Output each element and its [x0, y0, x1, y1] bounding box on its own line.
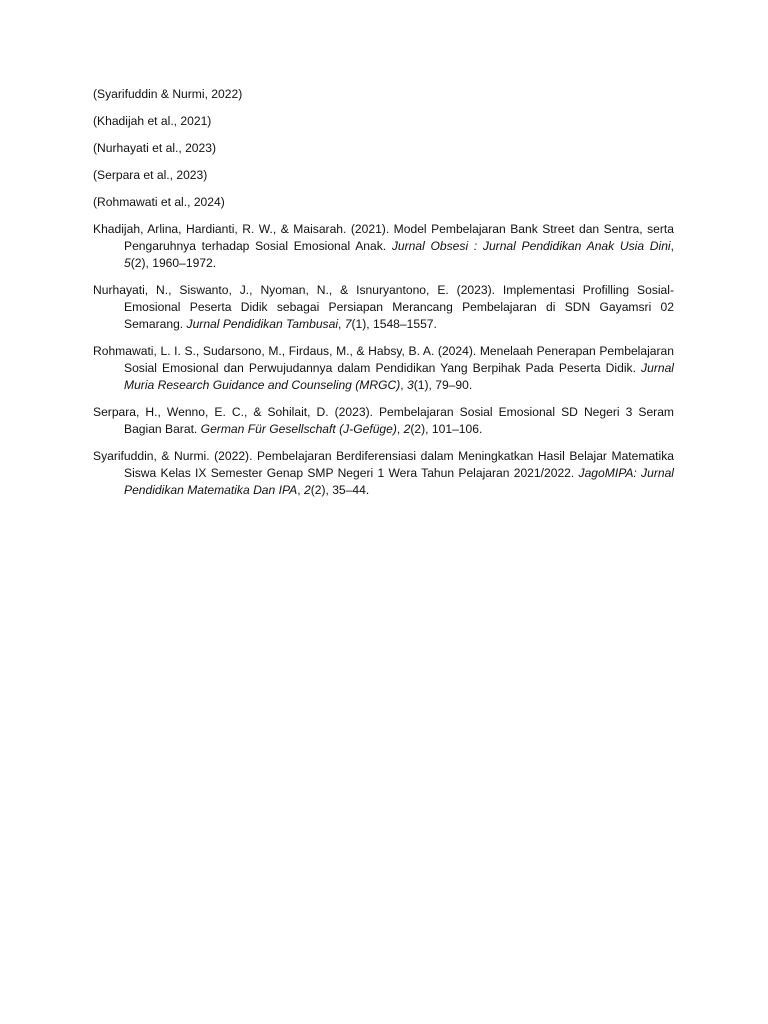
citation-rohmawati: (Rohmawati et al., 2024) — [93, 195, 225, 209]
reference-text: Serpara, H., Wenno, E. C., & Sohilait, D. (2023). Pembelajaran Sosial Emosional SD Negeri 3 Seram Bagian Barat. — [93, 405, 674, 436]
reference-serpara — [93, 404, 674, 438]
journal-title: Jurnal Pendidikan Tambusai — [186, 317, 339, 331]
volume-number: 7 — [344, 317, 352, 331]
separator: , — [400, 378, 407, 392]
reference-list — [93, 221, 674, 499]
reference-syarifuddin — [93, 448, 674, 499]
volume-number: 2 — [303, 483, 311, 497]
issue-pages: (1), 1548–1557. — [351, 317, 437, 331]
separator: , — [338, 317, 345, 331]
citation-nurhayati: (Nurhayati et al., 2023) — [93, 141, 217, 155]
volume-number: 2 — [403, 422, 411, 436]
issue-pages: (1), 79–90. — [413, 378, 473, 392]
page-content — [93, 86, 674, 509]
reference-text: Rohmawati, L. I. S., Sudarsono, M., Firdaus, M., & Habsy, B. A. (2024). Menelaah Penerapan Pembelajaran Sosial Emosional dan Perwujudannya dalam Pendidikan Yang Berpihak Pada Peserta Didik. — [93, 344, 674, 375]
separator: , — [396, 422, 404, 436]
reference-rohmawati — [93, 343, 674, 394]
issue-pages: (2), 1960–1972. — [130, 256, 217, 270]
journal-title: Jurnal Muria Research Guidance and Counseling (MRGC) — [124, 361, 674, 392]
issue-pages: (2), 35–44. — [310, 483, 370, 497]
reference-text: Syarifuddin, & Nurmi. (2022). Pembelajaran Berdiferensiasi dalam Meningkatkan Hasil Belajar Matematika Siswa Kelas IX Semester Genap SMP Negeri 1 Wera Tahun Pelajaran 2021/2022. — [93, 449, 674, 480]
reference-text: Khadijah, Arlina, Hardianti, R. W., & Maisarah. (2021). Model Pembelajaran Bank Street dan Sentra, serta Pengaruhnya terhadap Sosial Emosional Anak. — [93, 222, 674, 253]
journal-title: German Für Gesellschaft (J-Gefüge) — [200, 422, 397, 436]
reference-khadijah — [93, 221, 674, 272]
journal-title: Jurnal Obsesi : Jurnal Pendidikan Anak Usia Dini — [391, 239, 671, 253]
separator: , — [297, 483, 304, 497]
volume-number: 3 — [407, 378, 414, 392]
citation-serpara: (Serpara et al., 2023) — [93, 168, 208, 182]
reference-text: Nurhayati, N., Siswanto, J., Nyoman, N., & Isnuryantono, E. (2023). Implementasi Profilling Sosial-Emosional Peserta Didik sebagai Persiapan Merancang Pembelajaran di SDN Gayamsri 02 Semarang. — [93, 283, 674, 331]
volume-number: 5 — [124, 256, 131, 270]
citation-syarifuddin: (Syarifuddin & Nurmi, 2022) — [93, 87, 243, 101]
reference-nurhayati — [93, 282, 674, 333]
separator: , — [670, 239, 674, 253]
citation-khadijah: (Khadijah et al., 2021) — [93, 114, 212, 128]
journal-title: JagoMIPA: Jurnal Pendidikan Matematika Dan IPA — [124, 466, 674, 497]
in-text-citations — [93, 86, 674, 211]
issue-pages: (2), 101–106. — [410, 422, 483, 436]
